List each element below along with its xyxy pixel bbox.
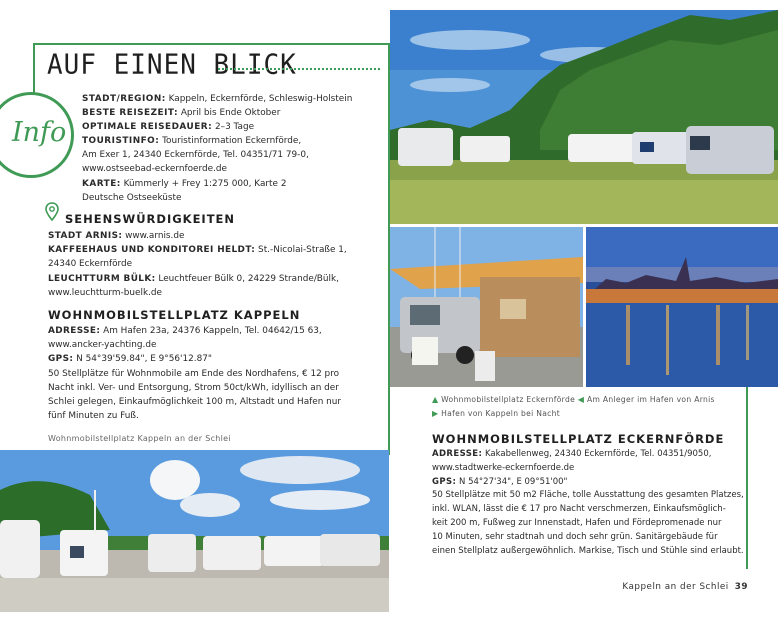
- eckernfoerde-value: N 54°27'34", E 09°51'00": [456, 476, 568, 487]
- eckernfoerde-value: Kakabellenweg, 24340 Eckernförde, Tel. 04351/9050,: [482, 449, 712, 459]
- info-value: Am Exer 1, 24340 Eckernförde, Tel. 04351/71 79-0,: [82, 150, 309, 161]
- info-line: [82, 162, 352, 176]
- photo-harbour-arnis: [390, 227, 583, 387]
- triangle-up-icon: ▲: [432, 395, 439, 404]
- kappeln-value: N 54°39'59.84", E 9°56'12.87": [73, 354, 212, 365]
- eckernfoerde-line: [432, 448, 744, 462]
- kappeln-line: [48, 338, 341, 352]
- sights-value: www.arnis.de: [122, 231, 185, 241]
- caption-eckernfoerde: Wohnmobilstellplatz Eckernförde: [441, 395, 576, 404]
- photo-campground-eckernfoerde: [390, 10, 778, 224]
- caption-arnis: Am Anleger im Hafen von Arnis: [586, 395, 715, 404]
- eckernfoerde-line: [432, 462, 744, 476]
- eckernfoerde-line: [432, 517, 744, 531]
- eckernfoerde-value: 10 Minuten, sehr stadtnah und doch sehr grün. Sanitärgebäude für: [432, 531, 718, 542]
- caption-kappeln-night: Hafen von Kappeln bei Nacht: [441, 409, 561, 418]
- photo-kappeln-night: [586, 227, 778, 387]
- info-line: [82, 106, 352, 120]
- sights-line: [48, 243, 347, 257]
- sights-value: Leuchtfeuer Bülk 0, 24229 Strande/Bülk,: [155, 273, 339, 284]
- info-value: April bis Ende Oktober: [178, 108, 281, 119]
- info-label: STADT/REGION:: [82, 94, 166, 104]
- kappeln-heading: WOHNMOBILSTELLPLATZ KAPPELN: [48, 308, 301, 322]
- sights-line: [48, 229, 347, 243]
- kappeln-label: GPS:: [48, 354, 74, 365]
- eckernfoerde-label: ADRESSE:: [432, 449, 483, 459]
- kappeln-line: [48, 367, 341, 381]
- kappeln-value: 50 Stellplätze für Wohnmobile am Ende des Nordhafens, € 12 pro: [48, 368, 340, 379]
- eckernfoerde-label: GPS:: [432, 476, 457, 487]
- sights-line: [48, 257, 347, 271]
- eckernfoerde-value: www.stadtwerke-eckernfoerde.de: [432, 462, 575, 473]
- sights-heading: SEHENSWÜRDIGKEITEN: [65, 212, 236, 226]
- eckernfoerde-line: [432, 503, 744, 517]
- info-line: [82, 134, 352, 148]
- info-label: BESTE REISEZEIT:: [82, 108, 178, 119]
- eckernfoerde-value: 50 Stellplätze mit 50 m2 Fläche, tolle Ausstattung des gesamten Platzes,: [432, 490, 744, 501]
- eckernfoerde-line: [432, 545, 744, 559]
- sights-text: [48, 229, 347, 300]
- kappeln-value: Am Hafen 23a, 24376 Kappeln, Tel. 04642/15 63,: [100, 326, 322, 336]
- triangle-right-icon: ▶: [432, 409, 439, 418]
- page-footer: [622, 582, 748, 592]
- title-dotted-rule: [218, 68, 380, 70]
- pin-icon: [44, 202, 60, 222]
- info-label: OPTIMALE REISEDAUER:: [82, 122, 213, 133]
- info-value: Touristinformation Eckernförde,: [159, 136, 302, 147]
- kappeln-label: ADRESSE:: [48, 326, 101, 336]
- info-line: [82, 148, 352, 162]
- sights-value: 24340 Eckernförde: [48, 259, 133, 270]
- info-block: [82, 92, 352, 205]
- triangle-left-icon: ◀: [577, 395, 585, 404]
- kappeln-value: Nacht inkl. Ver- und Entsorgung, Strom 50ct/kWh, idyllisch an der: [48, 382, 339, 393]
- info-label: KARTE:: [82, 178, 121, 189]
- kappeln-line: [48, 395, 341, 409]
- sights-label: LEUCHTTURM BÜLK:: [48, 273, 156, 284]
- kappeln-text: [48, 324, 341, 423]
- sights-value: www.leuchtturm-buelk.de: [48, 287, 162, 298]
- kappeln-value: Schlei gelegen, Einkaufmöglichkeit 100 m, Altstadt und Hafen nur: [48, 397, 342, 408]
- info-line: [82, 120, 352, 134]
- sights-label: STADT ARNIS:: [48, 231, 123, 241]
- sights-line: [48, 286, 347, 300]
- frame-left-line: [33, 43, 35, 93]
- eckernfoerde-line: [432, 531, 744, 545]
- kappeln-line: [48, 409, 341, 423]
- page-title: AUF EINEN BLICK: [47, 49, 297, 81]
- eckernfoerde-heading: WOHNMOBILSTELLPLATZ ECKERNFÖRDE: [432, 432, 725, 446]
- frame-bottom-right-line: [746, 387, 748, 569]
- info-label: TOURISTINFO:: [82, 136, 160, 147]
- kappeln-value: www.ancker-yachting.de: [48, 340, 157, 351]
- kappeln-line: [48, 352, 341, 366]
- info-line: [82, 191, 352, 205]
- info-value: Kappeln, Eckernförde, Schleswig-Holstein: [165, 94, 353, 104]
- kappeln-line: [48, 381, 341, 395]
- sights-line: [48, 272, 347, 286]
- photo-campground-kappeln: [0, 450, 389, 612]
- frame-top-line: [33, 43, 389, 45]
- photo-captions: [432, 393, 715, 421]
- sights-value: St.-Nicolai-Straße 1,: [255, 245, 347, 256]
- info-value: Kümmerly + Frey 1:275 000, Karte 2: [120, 178, 287, 189]
- eckernfoerde-value: einen Stellplatz außergewöhnlich. Markise, Tisch und Stühle sind erlaubt.: [432, 545, 744, 556]
- info-value: 2–3 Tage: [212, 122, 255, 133]
- eckernfoerde-line: [432, 489, 744, 503]
- eckernfoerde-value: keit 200 m, Fußweg zur Innenstadt, Hafen und Fördepromenade nur: [432, 517, 722, 528]
- info-value: www.ostseebad-eckernfoerde.de: [82, 164, 228, 175]
- eckernfoerde-text: [432, 448, 744, 558]
- footer-label: Kappeln an der Schlei: [622, 582, 729, 592]
- page-number: 39: [734, 582, 748, 592]
- sights-label: KAFFEEHAUS UND KONDITOREI HELDT:: [48, 245, 256, 256]
- kappeln-value: fünf Minuten zu Fuß.: [48, 411, 139, 422]
- kappeln-photo-caption: Wohnmobilstellplatz Kappeln an der Schlei: [48, 434, 231, 443]
- kappeln-line: [48, 324, 341, 338]
- info-line: [82, 92, 352, 106]
- eckernfoerde-value: inkl. WLAN, lässt die € 17 pro Nacht verschmerzen, Einkaufsmöglich-: [432, 504, 726, 515]
- info-label: Info: [12, 117, 67, 148]
- eckernfoerde-line: [432, 476, 744, 490]
- info-line: [82, 177, 352, 191]
- info-value: Deutsche Ostseeküste: [82, 192, 182, 203]
